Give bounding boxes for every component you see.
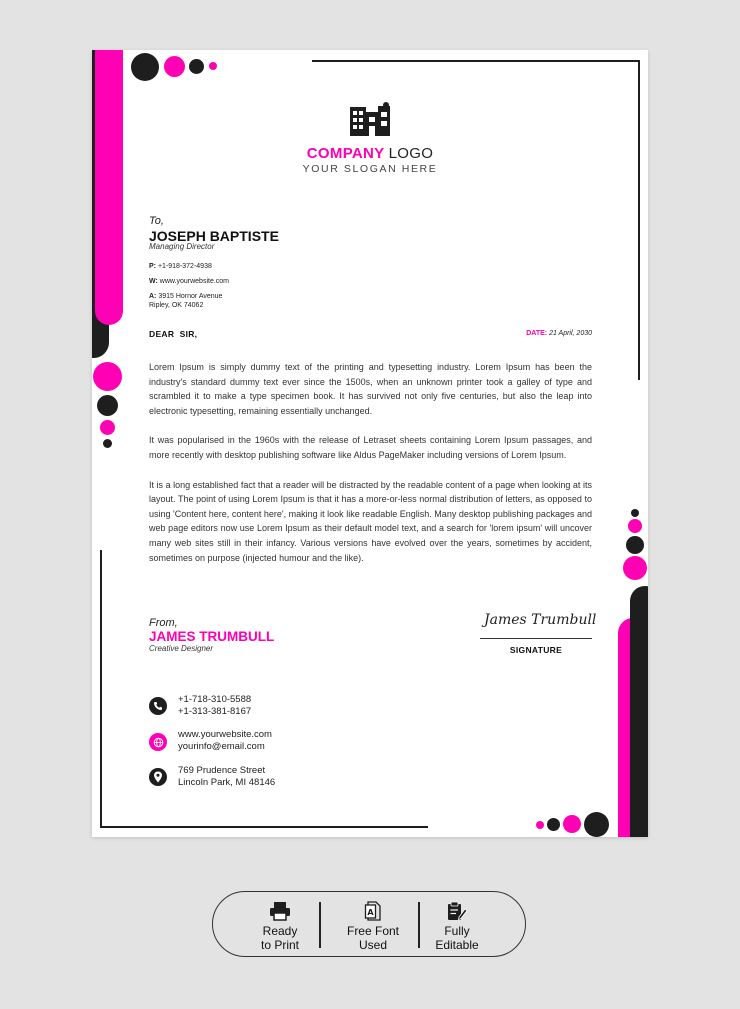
- letterhead-page: [92, 50, 648, 837]
- recipient-website: [149, 277, 229, 286]
- bottom-dot-3: [563, 815, 581, 833]
- feature-1-line-1: Ready: [262, 924, 298, 938]
- recipient-title: Managing Director: [149, 242, 215, 251]
- footer-phone-1: +1-718-310-5588: [178, 694, 252, 705]
- to-label: To,: [149, 215, 164, 227]
- from-label: From,: [149, 617, 178, 629]
- phone-value: +1-918-372-4938: [157, 263, 212, 270]
- company-slogan: YOUR SLOGAN HERE: [302, 163, 438, 175]
- recipient-address: [149, 292, 222, 310]
- letter-date: [526, 330, 592, 337]
- location-pin-icon: [149, 768, 167, 786]
- footer-website: www.yourwebsite.com: [178, 729, 272, 740]
- globe-icon: [149, 733, 167, 751]
- salutation: DEAR SIR,: [149, 329, 198, 339]
- sender-title: Creative Designer: [149, 644, 214, 653]
- signature-label: SIGNATURE: [509, 645, 563, 655]
- footer-address-line-1: 769 Prudence Street: [178, 765, 266, 776]
- printer-icon: [269, 901, 291, 921]
- right-dot-2: [628, 519, 642, 533]
- body-paragraph-2: It was popularised in the 1960s with the release of Letraset sheets containing Lorem Ipsum passages, and more recently with desktop publishing software like Aldus PageMaker including versions of Lorem Ipsum.: [149, 435, 592, 460]
- footer-address-line-2: Lincoln Park, MI 48146: [178, 777, 276, 788]
- footer-phones: [178, 694, 251, 718]
- phone-icon: [149, 697, 167, 715]
- bottom-dot-4: [584, 812, 609, 837]
- company-name-accent: COMPANY: [306, 145, 385, 162]
- right-dot-1: [631, 509, 639, 517]
- footer-address: [178, 765, 275, 789]
- badge-separator-2: [418, 902, 420, 948]
- company-name: [92, 145, 648, 162]
- recipient-name: JOSEPH BAPTISTE: [149, 228, 279, 244]
- top-dot-2: [164, 56, 185, 77]
- feature-badge: [212, 891, 526, 957]
- frame-left-line: [100, 550, 102, 828]
- right-dark-capsule: [630, 586, 648, 837]
- sender-name: JAMES TRUMBULL: [149, 629, 275, 644]
- bottom-dot-1: [536, 821, 544, 829]
- top-dot-4: [209, 62, 217, 70]
- date-label: DATE:: [526, 330, 548, 337]
- right-dot-4: [623, 556, 647, 580]
- feature-fully-editable: [425, 892, 489, 956]
- feature-3-line-2: Editable: [435, 938, 479, 952]
- address-line-2: Ripley, OK 74062: [149, 302, 204, 309]
- feature-2-line-1: Free Font: [346, 924, 400, 938]
- letter-body: [149, 360, 592, 580]
- feature-3-line-1: Fully: [444, 924, 470, 938]
- svg-text:A: A: [367, 908, 374, 917]
- side-dot-3: [100, 420, 115, 435]
- web-value: www.yourwebsite.com: [159, 278, 230, 285]
- company-name-rest: LOGO: [388, 145, 434, 162]
- side-dot-2: [97, 395, 118, 416]
- top-dot-3: [189, 59, 204, 74]
- side-dot-1: [93, 362, 122, 391]
- footer-phone-2: +1-313-381-8167: [178, 706, 252, 717]
- frame-bottom-line: [100, 826, 428, 828]
- left-pink-capsule: [95, 50, 123, 325]
- address-label: A:: [149, 293, 157, 300]
- feature-1-line-2: to Print: [260, 938, 299, 952]
- footer-email: yourinfo@email.com: [178, 741, 265, 752]
- body-paragraph-3: It is a long established fact that a reader will be distracted by the readable content of a page when looking at its layout. The point of using Lorem Ipsum is that it has a more-or-less normal distribution of letters, as opposed to using 'Content here, content here', making it look like readable English. Many desktop publishing packages and web page editors now use Lorem Ipsum as their default model text, and a search for 'lorem ipsum' will uncover many web sites still in their infancy. Various versions have evolved over the years, sometimes by accident, sometimes on purpose (injected humour and the like).: [149, 479, 592, 563]
- address-line-1: 3915 Hornor Avenue: [158, 293, 223, 300]
- side-dot-4: [103, 439, 112, 448]
- building-icon: [348, 102, 392, 136]
- recipient-phone: [149, 262, 212, 271]
- date-value: 21 April, 2030: [549, 330, 592, 337]
- web-label: W:: [149, 278, 158, 285]
- feature-free-font: [330, 892, 416, 956]
- phone-label: P:: [149, 263, 156, 270]
- font-file-icon: [364, 901, 382, 921]
- feature-2-line-2: Used: [358, 938, 387, 952]
- handwritten-signature: James Trumbull: [484, 612, 597, 628]
- top-dot-1: [131, 53, 159, 81]
- body-paragraph-1: Lorem Ipsum is simply dummy text of the printing and typesetting industry. Lorem Ipsum has been the industry's standard dummy text ever since the 1500s, when an unknown printer took a galley of type and scrambled it to make a type specimen book. It has survived not only five centuries, but also the leap into electronic typesetting, remaining essentially unchanged.: [149, 362, 592, 416]
- badge-separator-1: [319, 902, 321, 948]
- signature-line: [480, 638, 592, 639]
- edit-document-icon: [446, 901, 468, 921]
- right-dot-3: [626, 536, 644, 554]
- frame-top-line: [312, 60, 640, 62]
- bottom-dot-2: [547, 818, 560, 831]
- feature-ready-to-print: [243, 892, 317, 956]
- company-logo: [92, 102, 648, 175]
- footer-web: [178, 729, 272, 753]
